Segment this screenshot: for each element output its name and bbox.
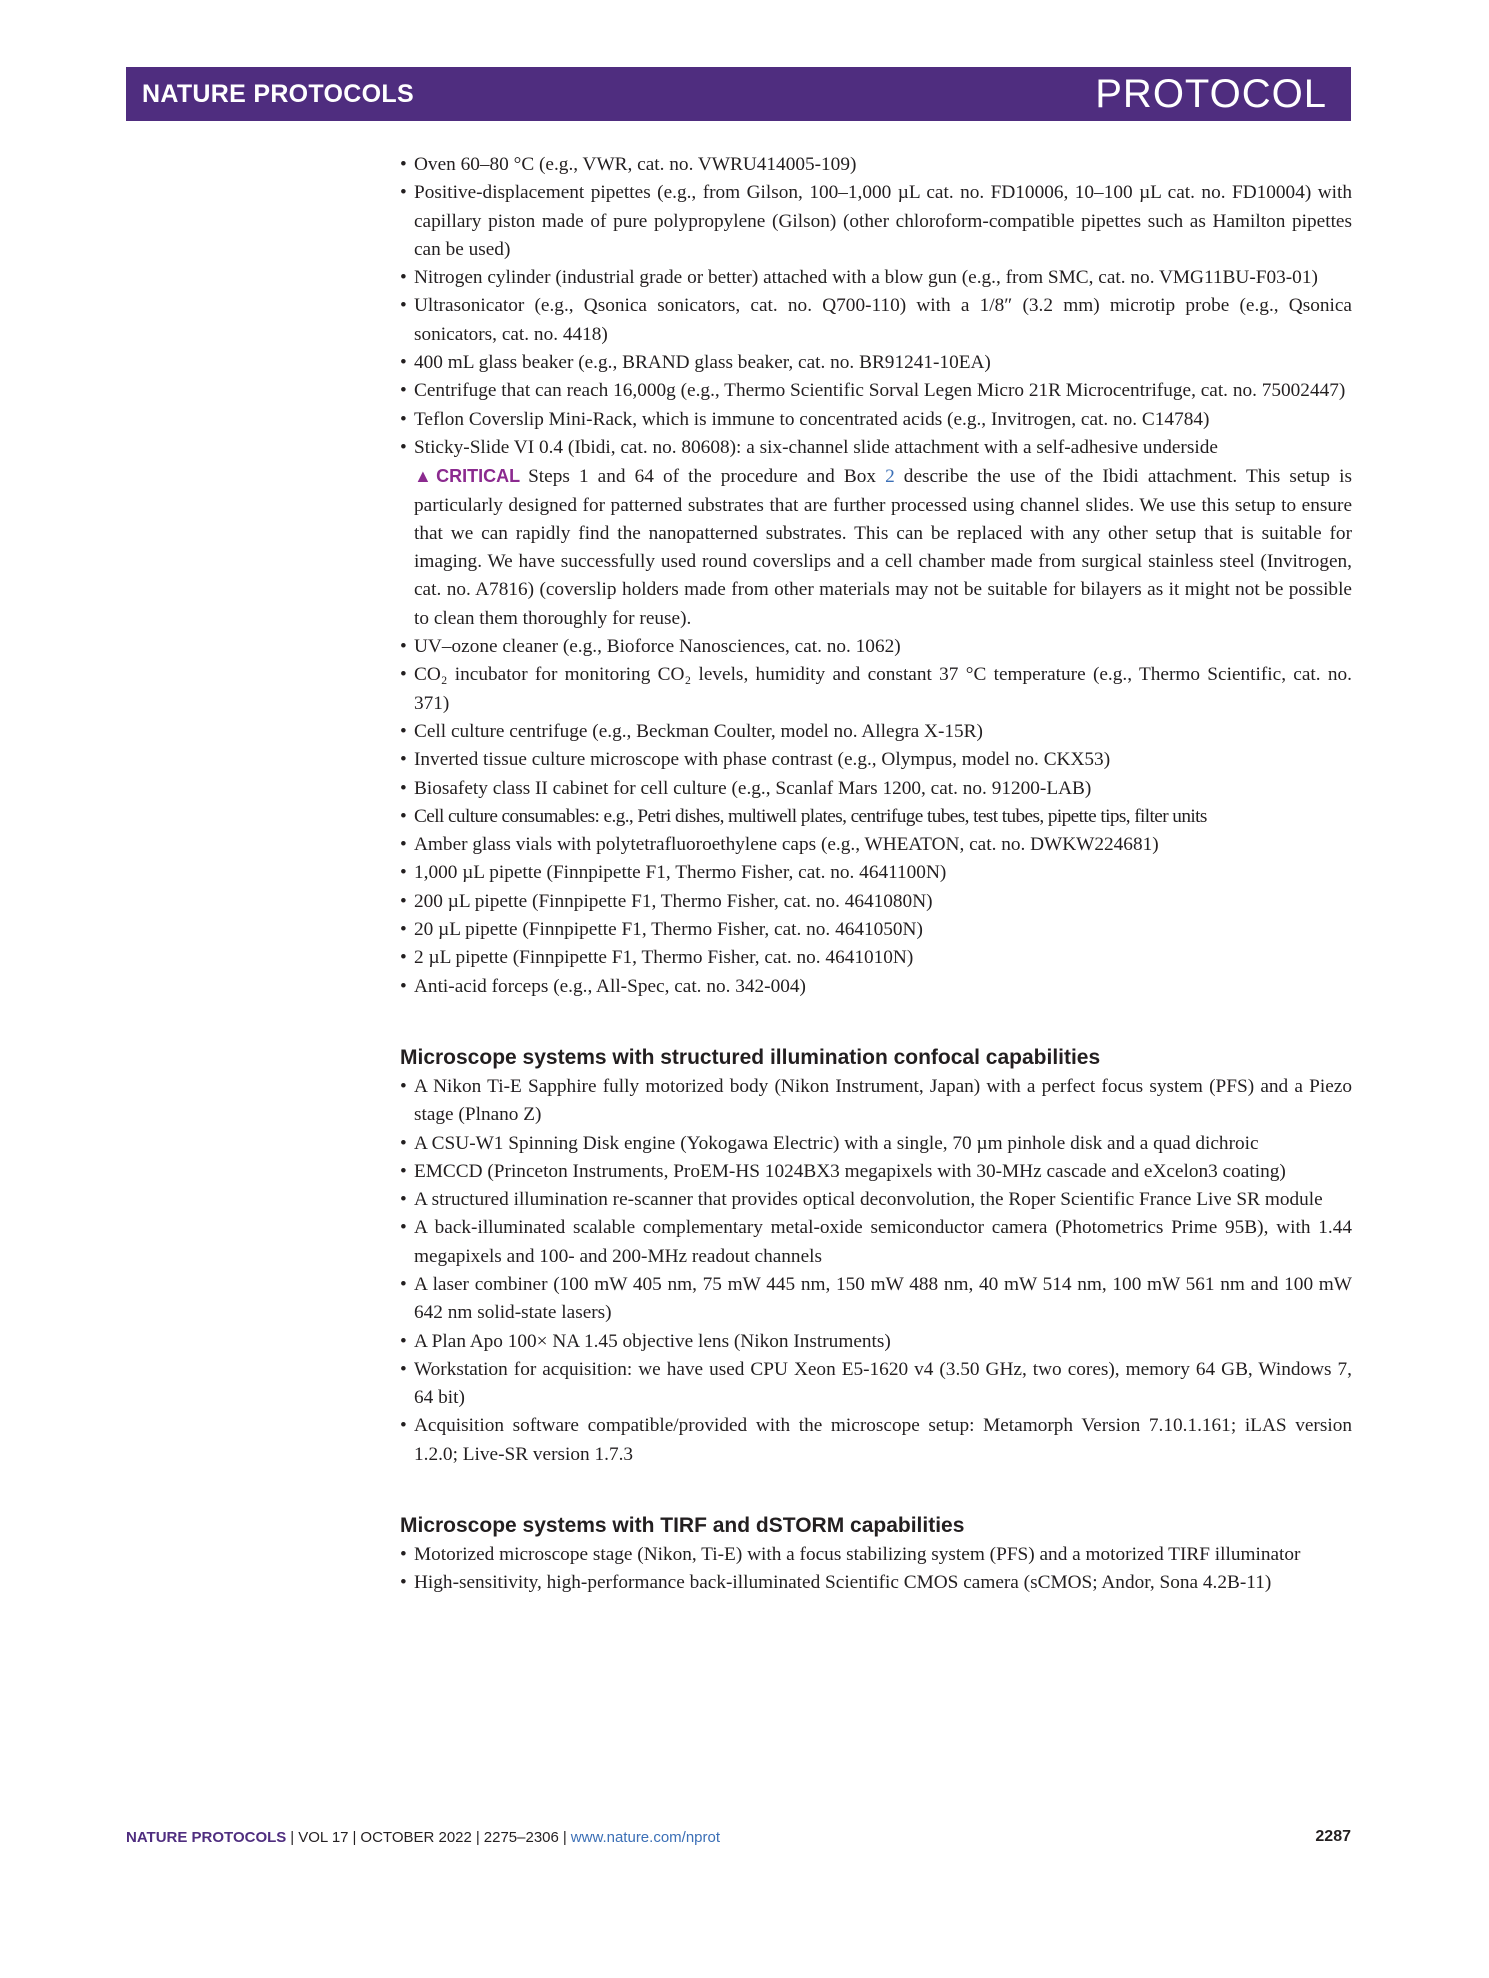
list-item: • Biosafety class II cabinet for cell culture (e.g., Scanlaf Mars 1200, cat. no. 91200-LAB) — [400, 775, 1352, 803]
list-item: • 2 µL pipette (Finnpipette F1, Thermo Fisher, cat. no. 4641010N) — [400, 944, 1352, 972]
list-item: • Positive-displacement pipettes (e.g., from Gilson, 100–1,000 µL cat. no. FD10006, 10–100 µL cat. no. FD10004) with capillary piston made of pure polypropylene (Gilson) (other chloroform-compatible pipettes such as Hamilton pipettes can be used) — [400, 179, 1352, 264]
critical-label: ▲CRITICAL — [414, 466, 521, 487]
list-item: • Teflon Coverslip Mini-Rack, which is immune to concentrated acids (e.g., Invitrogen, cat. no. C14784) — [400, 406, 1352, 434]
list-item: • Workstation for acquisition: we have used CPU Xeon E5-1620 v4 (3.50 GHz, two cores), memory 64 GB, Windows 7, 64 bit) — [400, 1356, 1352, 1413]
main-content — [400, 151, 1352, 1598]
page-footer — [126, 1828, 1351, 1846]
list-item: • Amber glass vials with polytetrafluoroethylene caps (e.g., WHEATON, cat. no. DWKW224681) — [400, 831, 1352, 859]
list-item: • A back-illuminated scalable complementary metal-oxide semiconductor camera (Photometrics Prime 95B), with 1.44 megapixels and 100- and 200-MHz readout channels — [400, 1214, 1352, 1271]
box-2-link[interactable]: 2 — [885, 466, 895, 488]
list-item: • A Nikon Ti-E Sapphire fully motorized body (Nikon Instrument, Japan) with a perfect focus system (PFS) and a Piezo stage (Plnano Z) — [400, 1073, 1352, 1130]
journal-name: NATURE PROTOCOLS — [142, 79, 414, 108]
footer-journal: NATURE PROTOCOLS — [126, 1828, 287, 1846]
list-item: • 400 mL glass beaker (e.g., BRAND glass beaker, cat. no. BR91241-10EA) — [400, 349, 1352, 377]
critical-text-end: describe the use of the Ibidi attachment. This setup is particularly designed for patterned substrates that are further processed using channel slides. We use this setup to ensure that we can rapidly find the nanopatterned substrates. This can be replaced with any other setup that is suitable for imaging. We have successfully used round coverslips and a cell chamber made from surgical stainless steel (Invitrogen, cat. no. A7816) (coverslip holders made from other materials may not be suitable for bilayers as it might not be possible to clean them thoroughly for reuse). — [414, 466, 1352, 629]
list-item: • Cell culture centrifuge (e.g., Beckman Coulter, model no. Allegra X-15R) — [400, 718, 1352, 746]
footer-volume: VOL 17 — [298, 1828, 349, 1846]
list-item: • Centrifuge that can reach 16,000g (e.g., Thermo Scientific Sorval Legen Micro 21R Microcentrifuge, cat. no. 75002447) — [400, 377, 1352, 405]
header-bar — [126, 67, 1351, 121]
list-item: • Inverted tissue culture microscope with phase contrast (e.g., Olympus, model no. CKX53) — [400, 746, 1352, 774]
footer-url-link[interactable]: www.nature.com/nprot — [570, 1828, 721, 1846]
page-number: 2287 — [1315, 1828, 1351, 1845]
list-item: • CO₂ incubator for monitoring CO₂ levels, humidity and constant 37 °C temperature (e.g., Thermo Scientific, cat. no. 371) — [400, 661, 1352, 718]
sticky-slide-text: Sticky-Slide VI 0.4 (Ibidi, cat. no. 80608): a six-channel slide attachment with a self-adhesive underside — [414, 436, 1218, 458]
list-item-sticky-slide — [400, 434, 1352, 633]
list-item: • A laser combiner (100 mW 405 nm, 75 mW 445 nm, 150 mW 488 nm, 40 mW 514 nm, 100 mW 561 nm and 100 mW 642 nm solid-state lasers) — [400, 1271, 1352, 1328]
section-heading-confocal: Microscope systems with structured illumination confocal capabilities — [400, 1045, 1101, 1069]
tirf-list — [400, 1541, 1352, 1598]
list-item: • High-sensitivity, high-performance back-illuminated Scientific CMOS camera (sCMOS; Andor, Sona 4.2B-11) — [400, 1569, 1352, 1597]
list-item: • A Plan Apo 100× NA 1.45 objective lens (Nikon Instruments) — [400, 1328, 1352, 1356]
list-item: • 1,000 µL pipette (Finnpipette F1, Thermo Fisher, cat. no. 4641100N) — [400, 859, 1352, 887]
list-item: • UV–ozone cleaner (e.g., Bioforce Nanosciences, cat. no. 1062) — [400, 633, 1352, 661]
list-item: • Anti-acid forceps (e.g., All-Spec, cat. no. 342-004) — [400, 973, 1352, 1001]
list-item: • Nitrogen cylinder (industrial grade or better) attached with a blow gun (e.g., from SMC, cat. no. VMG11BU-F03-01) — [400, 264, 1352, 292]
article-type: PROTOCOL — [1095, 71, 1327, 116]
footer-date: OCTOBER 2022 — [360, 1828, 472, 1846]
list-item: • 200 µL pipette (Finnpipette F1, Thermo Fisher, cat. no. 4641080N) — [400, 888, 1352, 916]
equipment-list — [400, 151, 1352, 1001]
list-item: • A structured illumination re-scanner that provides optical deconvolution, the Roper Scientific France Live SR module — [400, 1186, 1352, 1214]
list-item: • Motorized microscope stage (Nikon, Ti-E) with a focus stabilizing system (PFS) and a motorized TIRF illuminator — [400, 1541, 1352, 1569]
list-item: • 20 µL pipette (Finnpipette F1, Thermo Fisher, cat. no. 4641050N) — [400, 916, 1352, 944]
section-heading-tirf: Microscope systems with TIRF and dSTORM capabilities — [400, 1514, 965, 1538]
list-item: • Cell culture consumables: e.g., Petri dishes, multiwell plates, centrifuge tubes, test tubes, pipette tips, filter units — [400, 803, 1352, 831]
confocal-list — [400, 1073, 1352, 1469]
list-item: • A CSU-W1 Spinning Disk engine (Yokogawa Electric) with a single, 70 µm pinhole disk and a quad dichroic — [400, 1130, 1352, 1158]
list-item: • Oven 60–80 °C (e.g., VWR, cat. no. VWRU414005-109) — [400, 151, 1352, 179]
list-item: • EMCCD (Princeton Instruments, ProEM-HS 1024BX3 megapixels with 30-MHz cascade and eXcelon3 coating) — [400, 1158, 1352, 1186]
footer-pages: 2275–2306 — [483, 1828, 559, 1846]
footer-citation: NATURE PROTOCOLS | VOL 17 | OCTOBER 2022 | 2275–2306 | www.nature.com/nprot — [126, 1828, 721, 1846]
critical-text-start: Steps 1 and 64 of the procedure and Box — [528, 466, 886, 488]
list-item: • Ultrasonicator (e.g., Qsonica sonicators, cat. no. Q700-110) with a 1/8″ (3.2 mm) microtip probe (e.g., Qsonica sonicators, cat. no. 4418) — [400, 292, 1352, 349]
list-item: • Acquisition software compatible/provided with the microscope setup: Metamorph Version 7.10.1.161; iLAS version 1.2.0; Live-SR version 1.7.3 — [400, 1412, 1352, 1469]
